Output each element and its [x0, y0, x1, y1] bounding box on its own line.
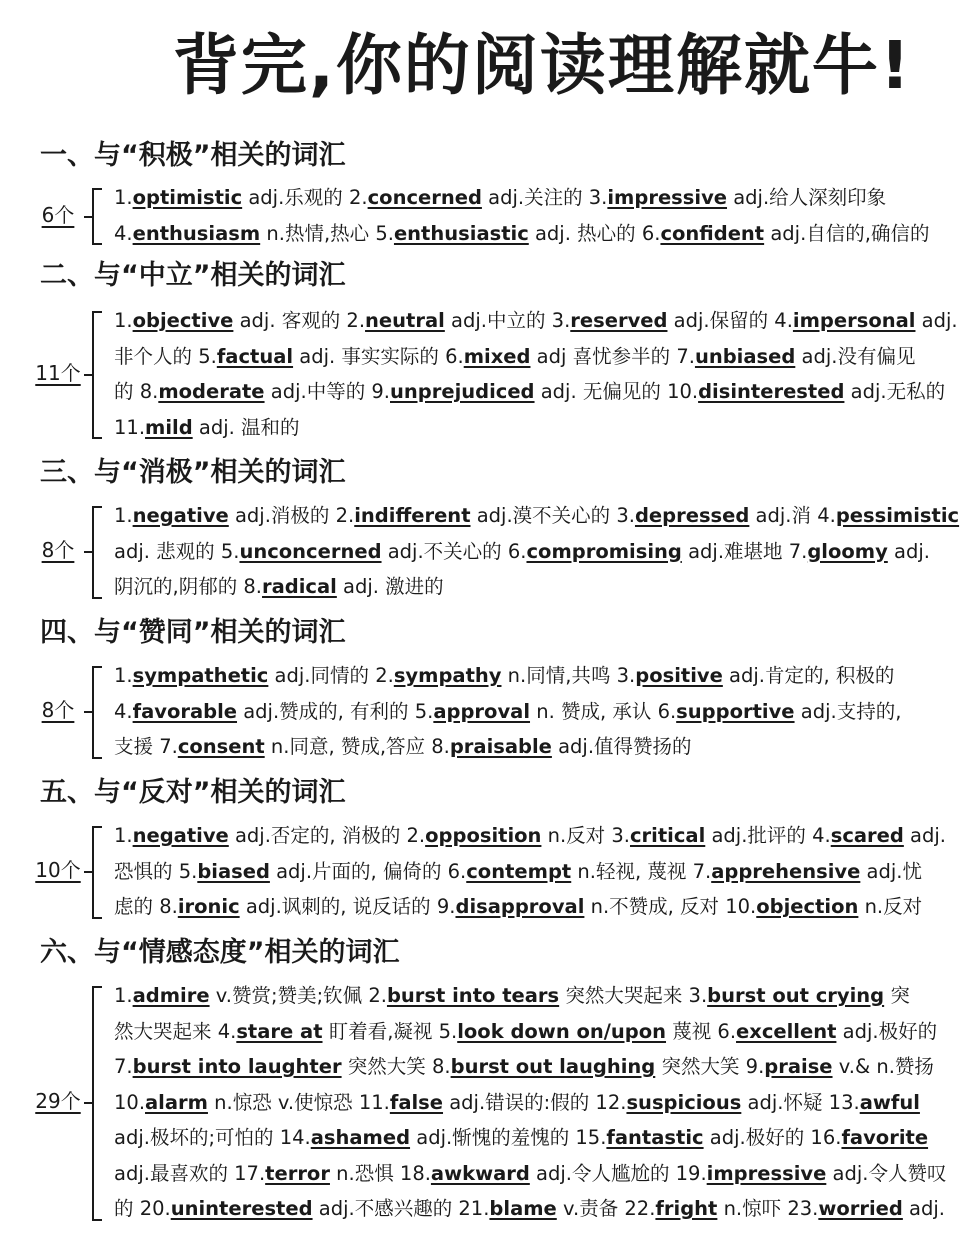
vocab-gloss: adj.不关心的 6.: [381, 539, 527, 563]
vocab-word: ashamed: [310, 1126, 411, 1149]
word-group: [30, 180, 930, 251]
vocab-line: [114, 410, 934, 446]
vocab-gloss: 10.: [114, 1090, 146, 1114]
word-count: 11个: [35, 361, 81, 385]
vocab-gloss: adj. 热心的 6.: [528, 221, 661, 245]
word-group: [30, 658, 930, 765]
vocab-word: unconcerned: [239, 539, 382, 563]
vocab-word: ironic: [177, 895, 240, 918]
vocab-gloss: adj.令人赞叹: [826, 1161, 947, 1185]
vocab-line: [114, 889, 934, 925]
vocab-line: [114, 374, 946, 410]
vocab-gloss: 突然大笑 9.: [655, 1055, 765, 1078]
vocab-gloss: adj.极坏的;可怕的 14.: [114, 1126, 311, 1149]
vocab-gloss: adj.消 4.: [749, 504, 836, 527]
vocab-gloss: adj. 无偏见的 10.: [534, 380, 699, 403]
vocab-gloss: n.不赞成, 反对 10.: [584, 895, 757, 918]
vocab-gloss: adj.保留的 4.: [667, 309, 793, 332]
vocab-word: fright: [655, 1197, 718, 1220]
vocab-word: burst out crying: [707, 984, 885, 1007]
vocab-gloss: 1.: [114, 186, 133, 209]
vocab-gloss: adj. 悲观的 5.: [114, 539, 240, 563]
vocab-gloss: adj 喜忧参半的 7.: [530, 344, 695, 368]
bracket-tick: [84, 551, 94, 553]
vocab-line: [114, 569, 934, 605]
word-count: 29个: [35, 1089, 81, 1114]
vocab-word: factual: [216, 344, 294, 368]
vocab-word: burst into laughter: [132, 1055, 342, 1078]
vocab-gloss: v.& n.赞扬: [832, 1055, 934, 1078]
vocab-word: alarm: [145, 1090, 208, 1114]
vocab-gloss: v.责备 22.: [556, 1197, 656, 1220]
vocab-gloss: adj.错误的:假的 12.: [443, 1090, 627, 1114]
vocab-word: impressive: [607, 186, 728, 209]
vocab-gloss: adj.最喜欢的 17.: [114, 1161, 266, 1185]
vocab-line: [114, 180, 934, 216]
vocab-gloss: adj. 激进的: [336, 575, 444, 598]
vocab-gloss: 1.: [114, 309, 133, 332]
vocab-word: stare at: [236, 1019, 323, 1043]
vocab-gloss: v.赞赏;赞美;钦佩 2.: [209, 984, 387, 1007]
vocab-word: praisable: [449, 735, 552, 758]
vocab-word: blame: [489, 1197, 557, 1220]
vocab-gloss: adj.令人尴尬的 19.: [529, 1161, 707, 1185]
vocab-gloss: 然大哭起来 4.: [114, 1019, 237, 1043]
vocab-gloss: adj.值得赞扬的: [551, 735, 692, 758]
vocab-word: favorite: [841, 1126, 929, 1149]
vocab-gloss: adj.极好的 16.: [703, 1126, 842, 1149]
vocab-gloss: n.轻视, 蔑视 7.: [571, 859, 712, 883]
section-heading: 六、与“情感态度”相关的词汇: [40, 937, 400, 968]
vocab-gloss: adj.不感兴趣的 21.: [312, 1197, 490, 1220]
section-heading: 五、与“反对”相关的词汇: [40, 777, 346, 808]
vocab-line: [114, 694, 934, 730]
bracket-tick: [84, 1102, 94, 1104]
vocab-word: enthusiasm: [132, 221, 261, 245]
vocab-gloss: 11.: [114, 415, 146, 439]
vocab-gloss: adj.: [887, 539, 930, 563]
vocab-gloss: n.同情,共鸣 3.: [501, 664, 636, 687]
vocab-word: burst out laughing: [450, 1055, 656, 1078]
vocab-word: objective: [132, 309, 234, 332]
vocab-gloss: adj.: [903, 824, 946, 847]
vocab-word: contempt: [466, 859, 572, 883]
vocab-gloss: 虑的 8.: [114, 895, 178, 918]
vocab-word: impersonal: [792, 309, 916, 332]
vocab-gloss: 支援 7.: [114, 735, 178, 758]
vocab-word: awkward: [430, 1161, 530, 1185]
vocab-word: sympathetic: [132, 664, 269, 687]
vocab-line: [114, 1014, 938, 1050]
section-heading: 三、与“消极”相关的词汇: [40, 457, 346, 488]
vocab-gloss: adj.中立的 3.: [444, 309, 571, 332]
word-group: [30, 498, 960, 605]
vocab-word: admire: [132, 984, 210, 1007]
vocab-gloss: 突然大哭起来 3.: [559, 984, 708, 1007]
vocab-gloss: adj.无私的: [844, 380, 946, 403]
vocab-gloss: 4.: [114, 699, 133, 723]
vocab-word: suspicious: [626, 1090, 742, 1114]
vocab-gloss: n.热情,热心 5.: [260, 221, 394, 245]
vocab-gloss: n.反对 3.: [541, 824, 630, 847]
word-count: 8个: [41, 698, 75, 723]
vocab-word: positive: [635, 664, 723, 687]
vocab-gloss: adj.消极的 2.: [228, 504, 355, 527]
word-count: 6个: [41, 202, 75, 227]
vocab-gloss: adj.关注的 3.: [481, 186, 608, 209]
bracket-tick: [84, 216, 94, 218]
vocab-gloss: adj.怀疑 13.: [741, 1090, 860, 1114]
vocab-word: unbiased: [694, 344, 796, 368]
vocab-gloss: adj.赞成的, 有利的 5.: [237, 699, 434, 723]
vocab-word: approval: [433, 699, 531, 723]
vocab-word: unprejudiced: [390, 380, 535, 403]
vocab-gloss: n.恐惧 18.: [329, 1161, 431, 1185]
vocab-gloss: 4.: [114, 221, 133, 245]
word-count: 8个: [41, 538, 75, 563]
vocab-gloss: adj.: [902, 1197, 946, 1220]
vocab-word: favorable: [132, 699, 238, 723]
vocab-word: depressed: [634, 504, 750, 527]
vocab-word: excellent: [736, 1019, 837, 1043]
vocab-line: [114, 498, 960, 534]
word-count: 10个: [35, 858, 81, 883]
section-heading: 二、与“中立”相关的词汇: [40, 260, 346, 291]
vocab-line: [114, 1156, 947, 1192]
vocab-word: optimistic: [132, 186, 243, 209]
vocab-gloss: 1.: [114, 504, 133, 527]
vocab-word: terror: [265, 1161, 330, 1185]
vocab-gloss: 7.: [114, 1055, 133, 1078]
vocab-line: [114, 854, 934, 890]
vocab-gloss: 的 20.: [114, 1197, 171, 1220]
vocab-gloss: adj.中等的 9.: [264, 380, 390, 403]
vocab-gloss: n.惊恐 v.使惊恐 11.: [207, 1090, 390, 1114]
bracket-tick: [84, 374, 94, 376]
vocab-gloss: 盯着看,凝视 5.: [322, 1019, 458, 1043]
vocab-word: pessimistic: [835, 504, 960, 527]
vocab-gloss: 突: [884, 984, 910, 1007]
vocab-word: indifferent: [354, 504, 471, 527]
vocab-gloss: adj.乐观的 2.: [242, 186, 368, 209]
vocab-gloss: 突然大笑 8.: [341, 1055, 451, 1078]
bracket-tick: [84, 871, 94, 873]
vocab-word: fantastic: [606, 1126, 704, 1149]
word-group: [30, 818, 946, 925]
vocab-gloss: adj.漠不关心的 3.: [470, 504, 635, 527]
vocab-word: moderate: [158, 380, 265, 403]
vocab-word: radical: [262, 575, 337, 598]
vocab-gloss: adj.没有偏见: [795, 344, 916, 368]
vocab-word: burst into tears: [386, 984, 560, 1007]
vocab-word: look down on/upon: [457, 1019, 667, 1043]
vocab-gloss: adj.批评的 4.: [705, 824, 831, 847]
vocab-word: confident: [660, 221, 765, 245]
section-heading: 一、与“积极”相关的词汇: [40, 140, 346, 171]
bottom-fade: [0, 1223, 960, 1253]
vocab-gloss: n.同意, 赞成,答应 8.: [264, 735, 450, 758]
bracket-tick: [84, 711, 94, 713]
vocab-gloss: 非个人的 5.: [114, 344, 217, 368]
vocab-word: neutral: [365, 309, 445, 332]
vocab-line: [114, 818, 946, 854]
vocab-word: consent: [177, 735, 265, 758]
vocab-word: compromising: [526, 539, 682, 563]
vocab-gloss: adj.难堪地 7.: [681, 539, 808, 563]
vocab-word: awful: [859, 1090, 920, 1114]
vocab-word: disapproval: [455, 895, 585, 918]
vocab-word: false: [389, 1090, 444, 1114]
vocab-word: sympathy: [393, 664, 502, 687]
vocab-gloss: 恐惧的 5.: [114, 859, 198, 883]
vocab-word: worried: [818, 1197, 903, 1220]
vocab-gloss: adj.支持的,: [794, 699, 902, 723]
vocab-gloss: n.反对: [858, 895, 923, 918]
vocab-gloss: adj. 事实实际的 6.: [293, 344, 464, 368]
vocab-gloss: adj. 客观的 2.: [233, 309, 366, 332]
vocab-line: [114, 1085, 934, 1121]
vocab-gloss: adj.自信的,确信的: [764, 221, 930, 245]
vocab-gloss: adj.忧: [860, 859, 922, 883]
vocab-gloss: adj.否定的, 消极的 2.: [228, 824, 426, 847]
vocab-word: mixed: [463, 344, 531, 368]
vocab-gloss: n. 赞成, 承认 6.: [530, 699, 677, 723]
vocab-gloss: n.惊吓 23.: [717, 1197, 819, 1220]
page-title: 背完,你的阅读理解就牛!: [172, 27, 912, 104]
word-group: [30, 978, 947, 1227]
vocab-gloss: adj.讽刺的, 说反话的 9.: [239, 895, 456, 918]
vocab-gloss: adj.: [915, 309, 958, 332]
vocab-word: praise: [764, 1055, 833, 1078]
vocab-word: critical: [629, 824, 706, 847]
vocab-word: supportive: [676, 699, 795, 723]
vocab-gloss: 的 8.: [114, 380, 159, 403]
vocab-word: negative: [132, 824, 229, 847]
vocab-line: [114, 1120, 934, 1156]
vocab-word: negative: [132, 504, 229, 527]
vocab-word: enthusiastic: [393, 221, 529, 245]
vocab-word: biased: [197, 859, 270, 883]
vocab-word: reserved: [570, 309, 668, 332]
vocab-word: uninterested: [170, 1197, 313, 1220]
vocab-gloss: adj.惭愧的羞愧的 15.: [410, 1126, 607, 1149]
vocab-word: gloomy: [807, 539, 888, 563]
vocab-gloss: adj. 温和的: [192, 415, 300, 439]
vocab-gloss: 1.: [114, 664, 133, 687]
vocab-word: disinterested: [698, 380, 845, 403]
vocab-gloss: adj.片面的, 偏倚的 6.: [269, 859, 467, 883]
vocab-gloss: adj.极好的: [836, 1019, 938, 1043]
vocab-word: concerned: [367, 186, 482, 209]
vocab-line: [114, 1049, 934, 1085]
section-heading: 四、与“赞同”相关的词汇: [40, 617, 346, 648]
vocab-word: impressive: [706, 1161, 827, 1185]
vocab-gloss: 蔑视 6.: [666, 1019, 737, 1043]
vocab-line: [114, 216, 934, 252]
vocab-line: [114, 729, 934, 765]
vocab-line: [114, 303, 958, 339]
vocab-line: [114, 534, 934, 570]
vocab-gloss: 1.: [114, 824, 133, 847]
vocab-line: [114, 978, 934, 1014]
vocab-line: [114, 658, 934, 694]
vocab-gloss: adj.同情的 2.: [268, 664, 394, 687]
vocab-word: apprehensive: [711, 859, 861, 883]
vocab-gloss: adj.肯定的, 积极的: [722, 664, 895, 687]
word-group: [30, 303, 958, 445]
vocab-line: [114, 339, 934, 375]
vocab-word: mild: [145, 415, 193, 439]
vocab-gloss: 1.: [114, 984, 133, 1007]
vocab-word: scared: [830, 824, 904, 847]
vocab-word: objection: [756, 895, 859, 918]
vocab-line: [114, 1191, 946, 1227]
vocab-word: opposition: [425, 824, 542, 847]
vocab-gloss: 阴沉的,阴郁的 8.: [114, 575, 263, 598]
vocab-gloss: adj.给人深刻印象: [727, 186, 887, 209]
